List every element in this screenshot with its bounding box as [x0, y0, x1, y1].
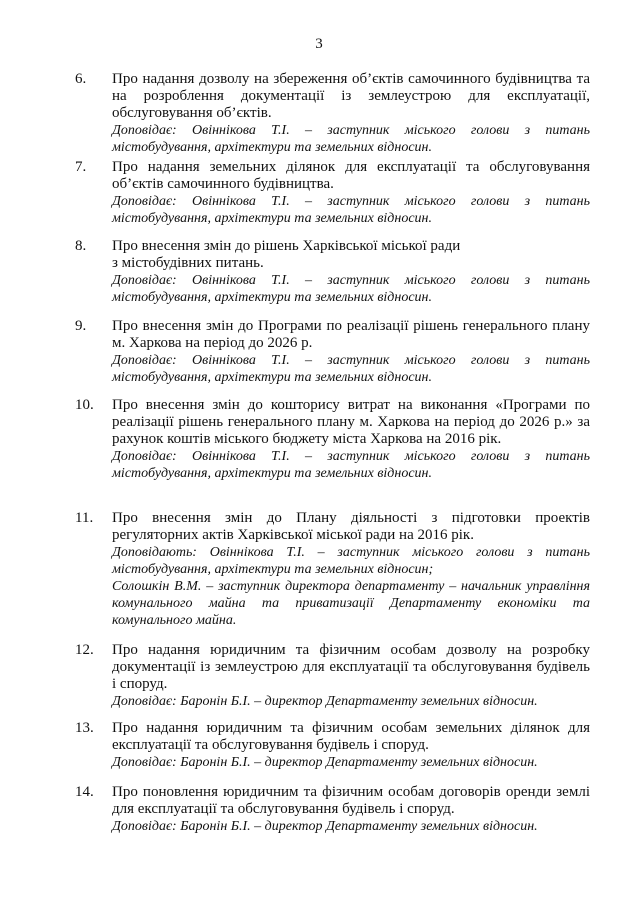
page-number: 3 [315, 36, 323, 52]
agenda-item [75, 238, 590, 306]
item-title: Про внесення змін до рішень Харківської міської ради з містобудівних питань. [112, 238, 461, 271]
item-speaker: Доповідає: Баронін Б.І. – директор Департаменту земельних відносин. [112, 694, 538, 709]
item-title: Про поновлення юридичним та фізичним особам договорів оренди землі для експлуатації та обслуговування будівель і споруд. [112, 784, 590, 817]
item-title: Про надання земельних ділянок для експлуатації та обслуговування об’єктів самочинного будівництва. [112, 159, 590, 192]
item-number: 8. [75, 238, 87, 254]
item-speaker: Солошкін В.М. – заступник директора департаменту – начальник управління комунального майна та приватизації Департаменту економіки та комунального майна. [112, 579, 590, 628]
item-number: 13. [75, 720, 94, 736]
item-title: Про внесення змін до Програми по реалізації рішень генерального плану м. Харкова на період до 2026 р. [112, 318, 590, 351]
agenda-item [75, 784, 590, 835]
agenda-item [75, 71, 590, 156]
agenda-item [75, 159, 590, 227]
item-speaker: Доповідає: Овіннікова Т.І. – заступник міського голови з питань містобудування, архітектури та земельних відносин. [112, 449, 590, 481]
item-title: Про надання юридичним та фізичним особам земельних ділянок для експлуатації та обслуговування будівель і споруд. [112, 720, 590, 753]
item-title: Про надання дозволу на збереження об’єктів самочинного будівництва та на розроблення документації із землеустрою для експлуатації, обслуговування об’єктів. [112, 71, 590, 121]
item-number: 11. [75, 510, 94, 526]
agenda-item [75, 642, 590, 710]
item-speaker: Доповідає: Овіннікова Т.І. – заступник міського голови з питань містобудування, архітектури та земельних відносин. [112, 123, 590, 155]
item-number: 6. [75, 71, 87, 87]
agenda-item [75, 318, 590, 386]
item-title: Про надання юридичним та фізичним особам дозволу на розробку документації із землеустрою для експлуатації та обслуговування будівель і споруд. [112, 642, 590, 692]
item-speaker: Доповідає: Овіннікова Т.І. – заступник міського голови з питань містобудування, архітектури та земельних відносин. [112, 273, 590, 305]
item-number: 10. [75, 397, 94, 413]
agenda-item [75, 397, 590, 482]
item-number: 12. [75, 642, 94, 658]
item-speaker: Доповідає: Овіннікова Т.І. – заступник міського голови з питань містобудування, архітектури та земельних відносин. [112, 194, 590, 226]
agenda-item [75, 510, 590, 629]
item-speaker: Доповідає: Баронін Б.І. – директор Департаменту земельних відносин. [112, 819, 538, 834]
item-speaker: Доповідає: Овіннікова Т.І. – заступник міського голови з питань містобудування, архітектури та земельних відносин. [112, 353, 590, 385]
item-title: Про внесення змін до Плану діяльності з підготовки проектів регуляторних актів Харківської міської ради на 2016 рік. [112, 510, 590, 543]
item-title: Про внесення змін до кошторису витрат на виконання «Програми по реалізації рішень генерального плану м. Харкова на період до 2026 р.» за рахунок коштів міського бюджету міста Харкова на 2016 рік. [112, 397, 590, 447]
item-speaker: Доповідають: Овіннікова Т.І. – заступник міського голови з питань містобудування, архітектури та земельних відносин; [112, 545, 590, 577]
item-number: 7. [75, 159, 87, 175]
agenda-item [75, 720, 590, 771]
item-number: 9. [75, 318, 87, 334]
item-number: 14. [75, 784, 94, 800]
item-speaker: Доповідає: Баронін Б.І. – директор Департаменту земельних відносин. [112, 755, 538, 770]
